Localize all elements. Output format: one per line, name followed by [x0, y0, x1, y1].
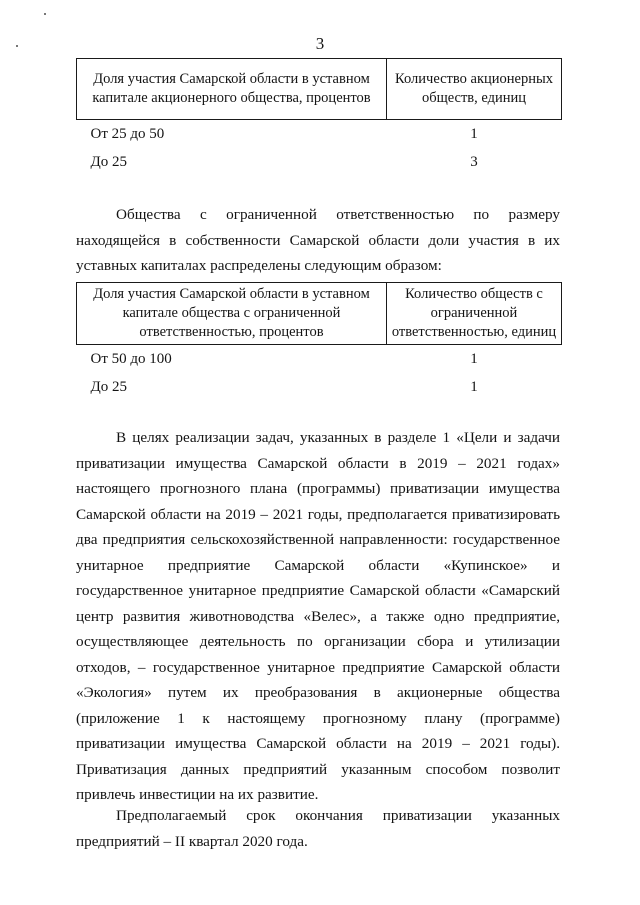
- table-header-row: [77, 283, 562, 345]
- count-column-header: Количество обществ с ограниченной ответственностью, единиц: [387, 283, 562, 345]
- share-range: От 50 до 100: [90, 350, 172, 367]
- table-row: [77, 148, 562, 176]
- joint-stock-table: [76, 58, 562, 176]
- table-row: [77, 373, 562, 401]
- company-count: 1: [470, 350, 478, 367]
- company-count: 1: [470, 378, 478, 395]
- company-count: 3: [470, 153, 478, 170]
- table-row: [77, 345, 562, 374]
- deadline-paragraph: Предполагаемый срок окончания приватизации указанных предприятий – II квартал 2020 года.: [76, 807, 560, 850]
- llc-table: [76, 282, 562, 401]
- table-header-row: [77, 59, 562, 120]
- count-column-header: Количество акционерных обществ, единиц: [387, 59, 562, 120]
- share-range: До 25: [90, 153, 127, 170]
- table-row: [77, 120, 562, 149]
- share-range: До 25: [90, 378, 127, 395]
- share-range: От 25 до 50: [90, 125, 165, 142]
- share-column-header: Доля участия Самарской области в уставном капитале акционерного общества, процентов: [77, 59, 387, 120]
- llc-intro-paragraph: Общества с ограниченной ответственностью по размеру находящейся в собственности Самарской области доли участия в их уставных капиталах распределены следующим образом:: [76, 206, 560, 274]
- scan-speck: [44, 13, 46, 15]
- page-number: 3: [315, 34, 325, 53]
- company-count: 1: [470, 125, 478, 142]
- share-column-header: Доля участия Самарской области в уставном капитале общества с ограниченной ответственностью, процентов: [77, 283, 387, 345]
- privatization-paragraph: В целях реализации задач, указанных в разделе 1 «Цели и задачи приватизации имущества Самарской области в 2019 – 2021 годах» настоящего прогнозного плана (программы) приватизации имущества Самарской области на 2019 – 2021 годы, предполагается приватизировать два предприятия сельскохозяйственной направленности: государственное унитарное предприятие Самарской области «Купинское» и государственное унитарное предприятие Самарской области «Самарский центр развития животноводства «Велес», а также одно предприятие, осуществляющее деятельность по организации сбора и утилизации отходов, – государственное унитарное предприятие Самарской области «Экология» путем их преобразования в акционерные общества (приложение 1 к настоящему прогнозному плану (программе) приватизации имущества Самарской области на 2019 – 2021 годы). Приватизация данных предприятий указанным способом позволит привлечь инвестиции на их развитие.: [76, 429, 560, 803]
